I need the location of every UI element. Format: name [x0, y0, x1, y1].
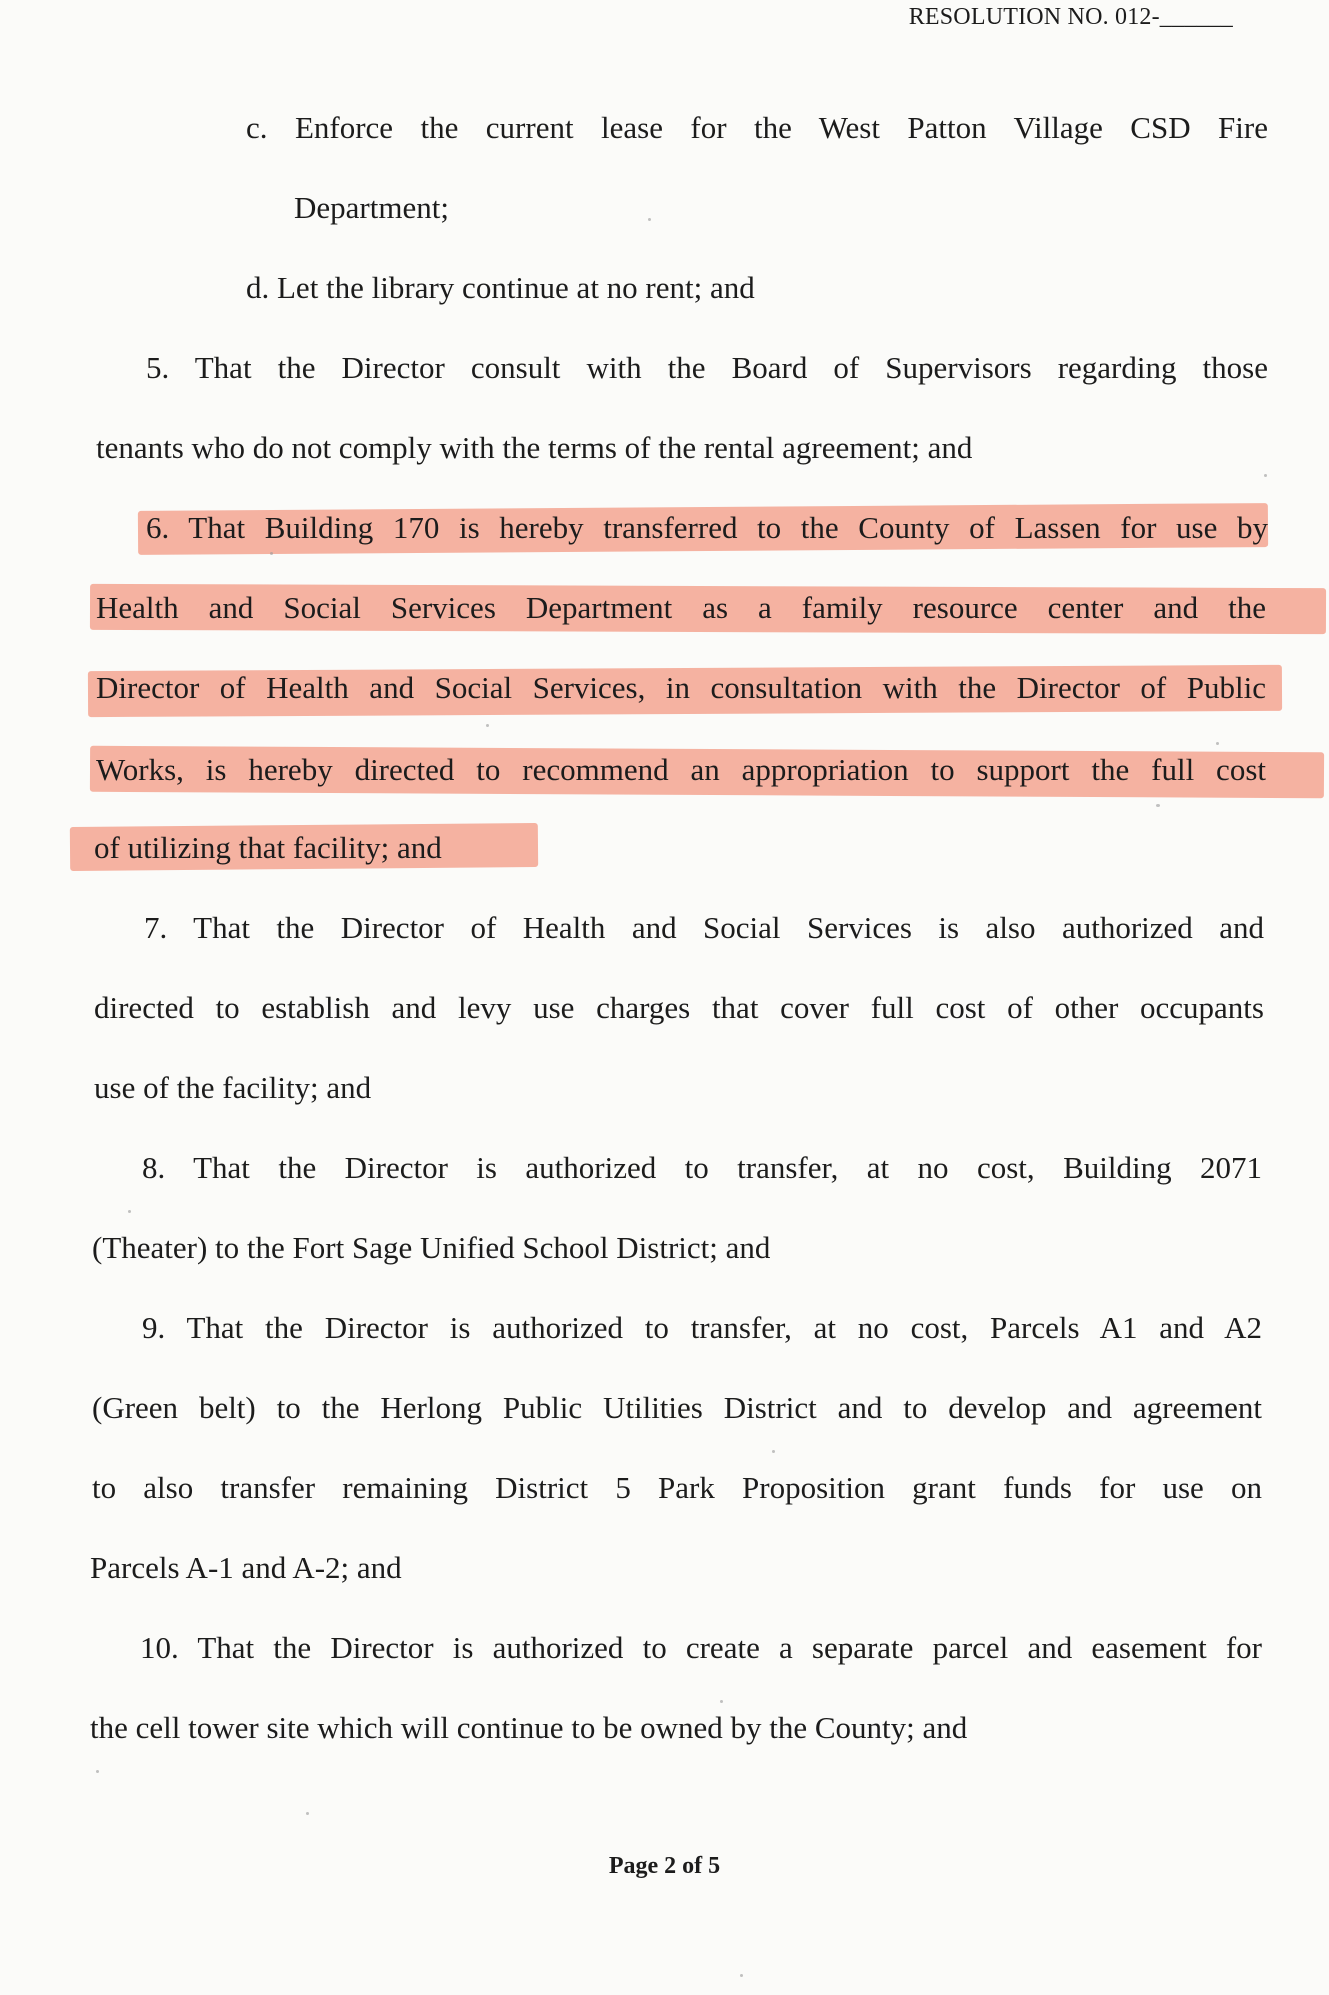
- scan-speck: [128, 1210, 131, 1213]
- scan-speck: [1216, 742, 1219, 745]
- scan-speck: [96, 1770, 99, 1773]
- item-5-line-2: tenants who do not comply with the terms of the rental agreement; and: [96, 430, 973, 465]
- item-7-line-1: 7. That the Director of Health and Social Services is also authorized and: [144, 910, 1264, 945]
- item-7-line-3: use of the facility; and: [94, 1070, 372, 1105]
- item-10-line-1: 10. That the Director is authorized to create a separate parcel and easement for: [140, 1630, 1262, 1665]
- item-8-line-2: (Theater) to the Fort Sage Unified School District; and: [92, 1230, 771, 1265]
- item-7-line-2: directed to establish and levy use charges that cover full cost of other occupants: [94, 990, 1264, 1025]
- item-c-line-2: Department;: [294, 190, 449, 225]
- item-6-line-3: Director of Health and Social Services, in consultation with the Director of Public: [96, 670, 1266, 705]
- scan-speck: [1264, 474, 1267, 477]
- item-9-line-3: to also transfer remaining District 5 Park Proposition grant funds for use on: [92, 1470, 1262, 1505]
- scan-speck: [270, 552, 273, 555]
- item-8-line-1: 8. That the Director is authorized to transfer, at no cost, Building 2071: [142, 1150, 1262, 1185]
- scan-speck: [740, 1974, 743, 1977]
- resolution-number: RESOLUTION NO. 012-______: [908, 4, 1233, 30]
- item-c-line-1: c. Enforce the current lease for the West Patton Village CSD Fire: [246, 110, 1268, 145]
- item-6-line-2: Health and Social Services Department as a family resource center and the: [96, 590, 1266, 625]
- scan-speck: [772, 1450, 775, 1453]
- item-6-line-4: Works, is hereby directed to recommend an appropriation to support the full cost: [96, 752, 1266, 787]
- page-number: Page 2 of 5: [608, 1853, 721, 1879]
- item-10-line-2: the cell tower site which will continue to be owned by the County; and: [90, 1710, 968, 1745]
- scan-speck: [486, 724, 489, 727]
- item-9-line-2: (Green belt) to the Herlong Public Utilities District and to develop and agreement: [92, 1390, 1262, 1425]
- item-6-line-5: of utilizing that facility; and: [94, 830, 442, 865]
- item-d-line-1: d. Let the library continue at no rent; and: [246, 270, 755, 305]
- scan-speck: [648, 218, 651, 221]
- scan-speck: [1156, 804, 1160, 807]
- item-9-line-4: Parcels A-1 and A-2; and: [90, 1550, 402, 1585]
- item-6-line-1: 6. That Building 170 is hereby transferred to the County of Lassen for use by: [146, 510, 1268, 545]
- scan-speck: [720, 1700, 723, 1703]
- item-5-line-1: 5. That the Director consult with the Board of Supervisors regarding those: [146, 350, 1268, 385]
- item-9-line-1: 9. That the Director is authorized to transfer, at no cost, Parcels A1 and A2: [142, 1310, 1262, 1345]
- scan-speck: [306, 1812, 309, 1815]
